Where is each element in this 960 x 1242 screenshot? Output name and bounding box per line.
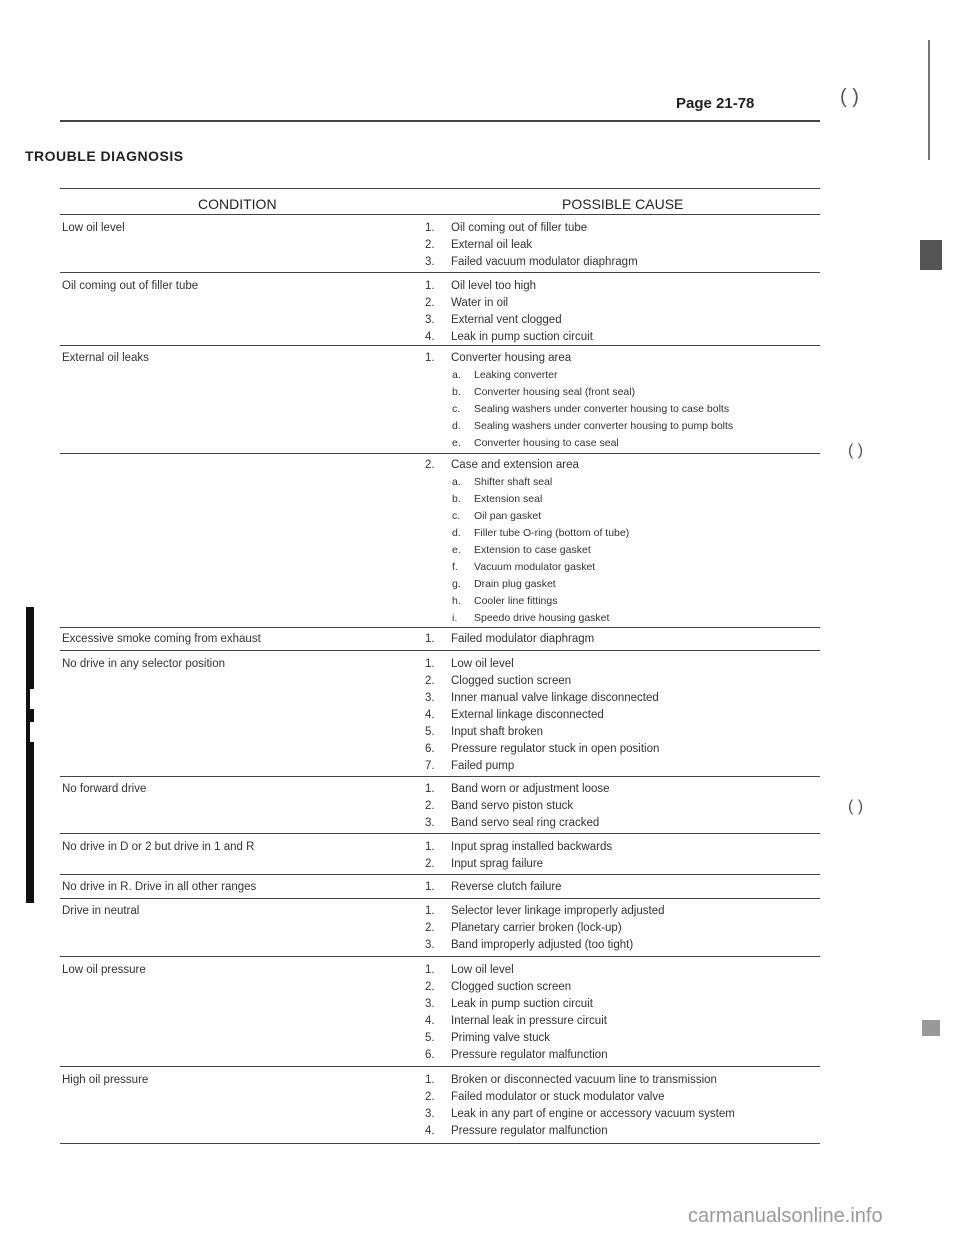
hole-punch-icon: ( ) [848,442,864,459]
sub-cause-item: i. Speedo drive housing gasket [452,612,610,624]
row-divider [60,272,820,273]
cause-item: 4. External linkage disconnected [425,709,604,721]
condition-header: CONDITION [198,196,277,212]
sub-cause-item: f. Vacuum modulator gasket [452,561,596,573]
sub-cause-item: g. Drain plug gasket [452,578,556,590]
row-divider [60,345,820,346]
cause-item: 4. Internal leak in pressure circuit [425,1015,607,1027]
header-bottom-rule [60,214,820,215]
sub-cause-item: b. Converter housing seal (front seal) [452,386,636,398]
row-divider [60,776,820,777]
cause-item: 2. Water in oil [425,297,509,309]
condition-cell: High oil pressure [62,1074,149,1086]
row-divider [60,833,820,834]
row-divider [60,627,820,628]
sub-cause-item: a. Shifter shaft seal [452,476,553,488]
cause-item: 3. External vent clogged [425,314,562,326]
cause-item: 2. Failed modulator or stuck modulator valve [425,1091,665,1103]
cause-item: 1. Low oil level [425,964,514,976]
sub-cause-item: a. Leaking converter [452,369,558,381]
binding-mark [30,722,35,742]
scan-edge-mark [922,1020,940,1036]
binding-edge-bar [26,607,34,903]
cause-item: 5. Priming valve stuck [425,1032,551,1044]
cause-header: POSSIBLE CAUSE [562,196,684,212]
cause-item: 5. Input shaft broken [425,726,544,738]
header-rule [60,120,820,122]
cause-item: 2. Case and extension area [425,459,579,471]
cause-item: 1. Broken or disconnected vacuum line to transmission [425,1074,717,1086]
cause-item: 4. Leak in pump suction circuit [425,331,593,343]
cause-item: 1. Band worn or adjustment loose [425,783,610,795]
cause-item: 1. Input sprag installed backwards [425,841,613,853]
watermark: carmanualsonline.info [688,1205,883,1227]
cause-item: 1. Oil level too high [425,280,537,292]
condition-cell: External oil leaks [62,352,149,364]
condition-cell: Low oil pressure [62,964,146,976]
cause-item: 7. Failed pump [425,760,515,772]
condition-cell: Oil coming out of filler tube [62,280,199,292]
cause-item: 2. Planetary carrier broken (lock-up) [425,922,622,934]
cause-item: 2. External oil leak [425,239,533,251]
condition-cell: No drive in any selector position [62,658,225,670]
cause-item: 3. Inner manual valve linkage disconnected [425,692,659,704]
scan-edge-mark [920,240,942,270]
scan-edge-line [928,40,930,160]
section-title: TROUBLE DIAGNOSIS [25,148,184,164]
condition-cell: No forward drive [62,783,147,795]
cause-item: 1. Reverse clutch failure [425,881,562,893]
row-divider [60,956,820,957]
cause-item: 2. Input sprag failure [425,858,544,870]
cause-item: 3. Failed vacuum modulator diaphragm [425,256,638,268]
row-divider [60,650,820,651]
cause-item: 6. Pressure regulator malfunction [425,1049,608,1061]
cause-item: 4. Pressure regulator malfunction [425,1125,608,1137]
condition-cell: Drive in neutral [62,905,140,917]
cause-item: 1. Failed modulator diaphragm [425,633,595,645]
cause-item: 3. Band improperly adjusted (too tight) [425,939,634,951]
condition-cell: No drive in R. Drive in all other ranges [62,881,257,893]
sub-cause-item: c. Sealing washers under converter housing to case bolts [452,403,730,415]
sub-cause-item: e. Converter housing to case seal [452,437,619,449]
cause-item: 1. Selector lever linkage improperly adjusted [425,905,665,917]
cause-item: 3. Leak in any part of engine or accessory vacuum system [425,1108,735,1120]
sub-cause-item: b. Extension seal [452,493,543,505]
table-bottom-rule [60,1143,820,1144]
sub-cause-item: e. Extension to case gasket [452,544,591,556]
page-number: Page 21-78 [676,95,755,112]
sub-cause-item: d. Filler tube O-ring (bottom of tube) [452,527,630,539]
row-divider [60,898,820,899]
condition-cell: No drive in D or 2 but drive in 1 and R [62,841,255,853]
cause-item: 2. Clogged suction screen [425,981,572,993]
cause-item: 2. Band servo piston stuck [425,800,574,812]
cause-item: 1. Oil coming out of filler tube [425,222,588,234]
condition-cell: Low oil level [62,222,125,234]
hole-punch-icon: ( ) [848,798,864,815]
condition-cell: Excessive smoke coming from exhaust [62,633,261,645]
sub-cause-item: d. Sealing washers under converter housing to pump bolts [452,420,734,432]
row-divider [60,453,820,454]
hole-punch-icon: ( ) [840,86,859,108]
table-top-rule [60,188,820,189]
cause-item: 6. Pressure regulator stuck in open position [425,743,660,755]
binding-mark [30,689,35,709]
row-divider [60,874,820,875]
cause-item: 1. Low oil level [425,658,514,670]
cause-item: 3. Band servo seal ring cracked [425,817,600,829]
cause-item: 1. Converter housing area [425,352,572,364]
sub-cause-item: c. Oil pan gasket [452,510,542,522]
cause-item: 3. Leak in pump suction circuit [425,998,593,1010]
row-divider [60,1066,820,1067]
cause-item: 2. Clogged suction screen [425,675,572,687]
sub-cause-item: h. Cooler line fittings [452,595,558,607]
